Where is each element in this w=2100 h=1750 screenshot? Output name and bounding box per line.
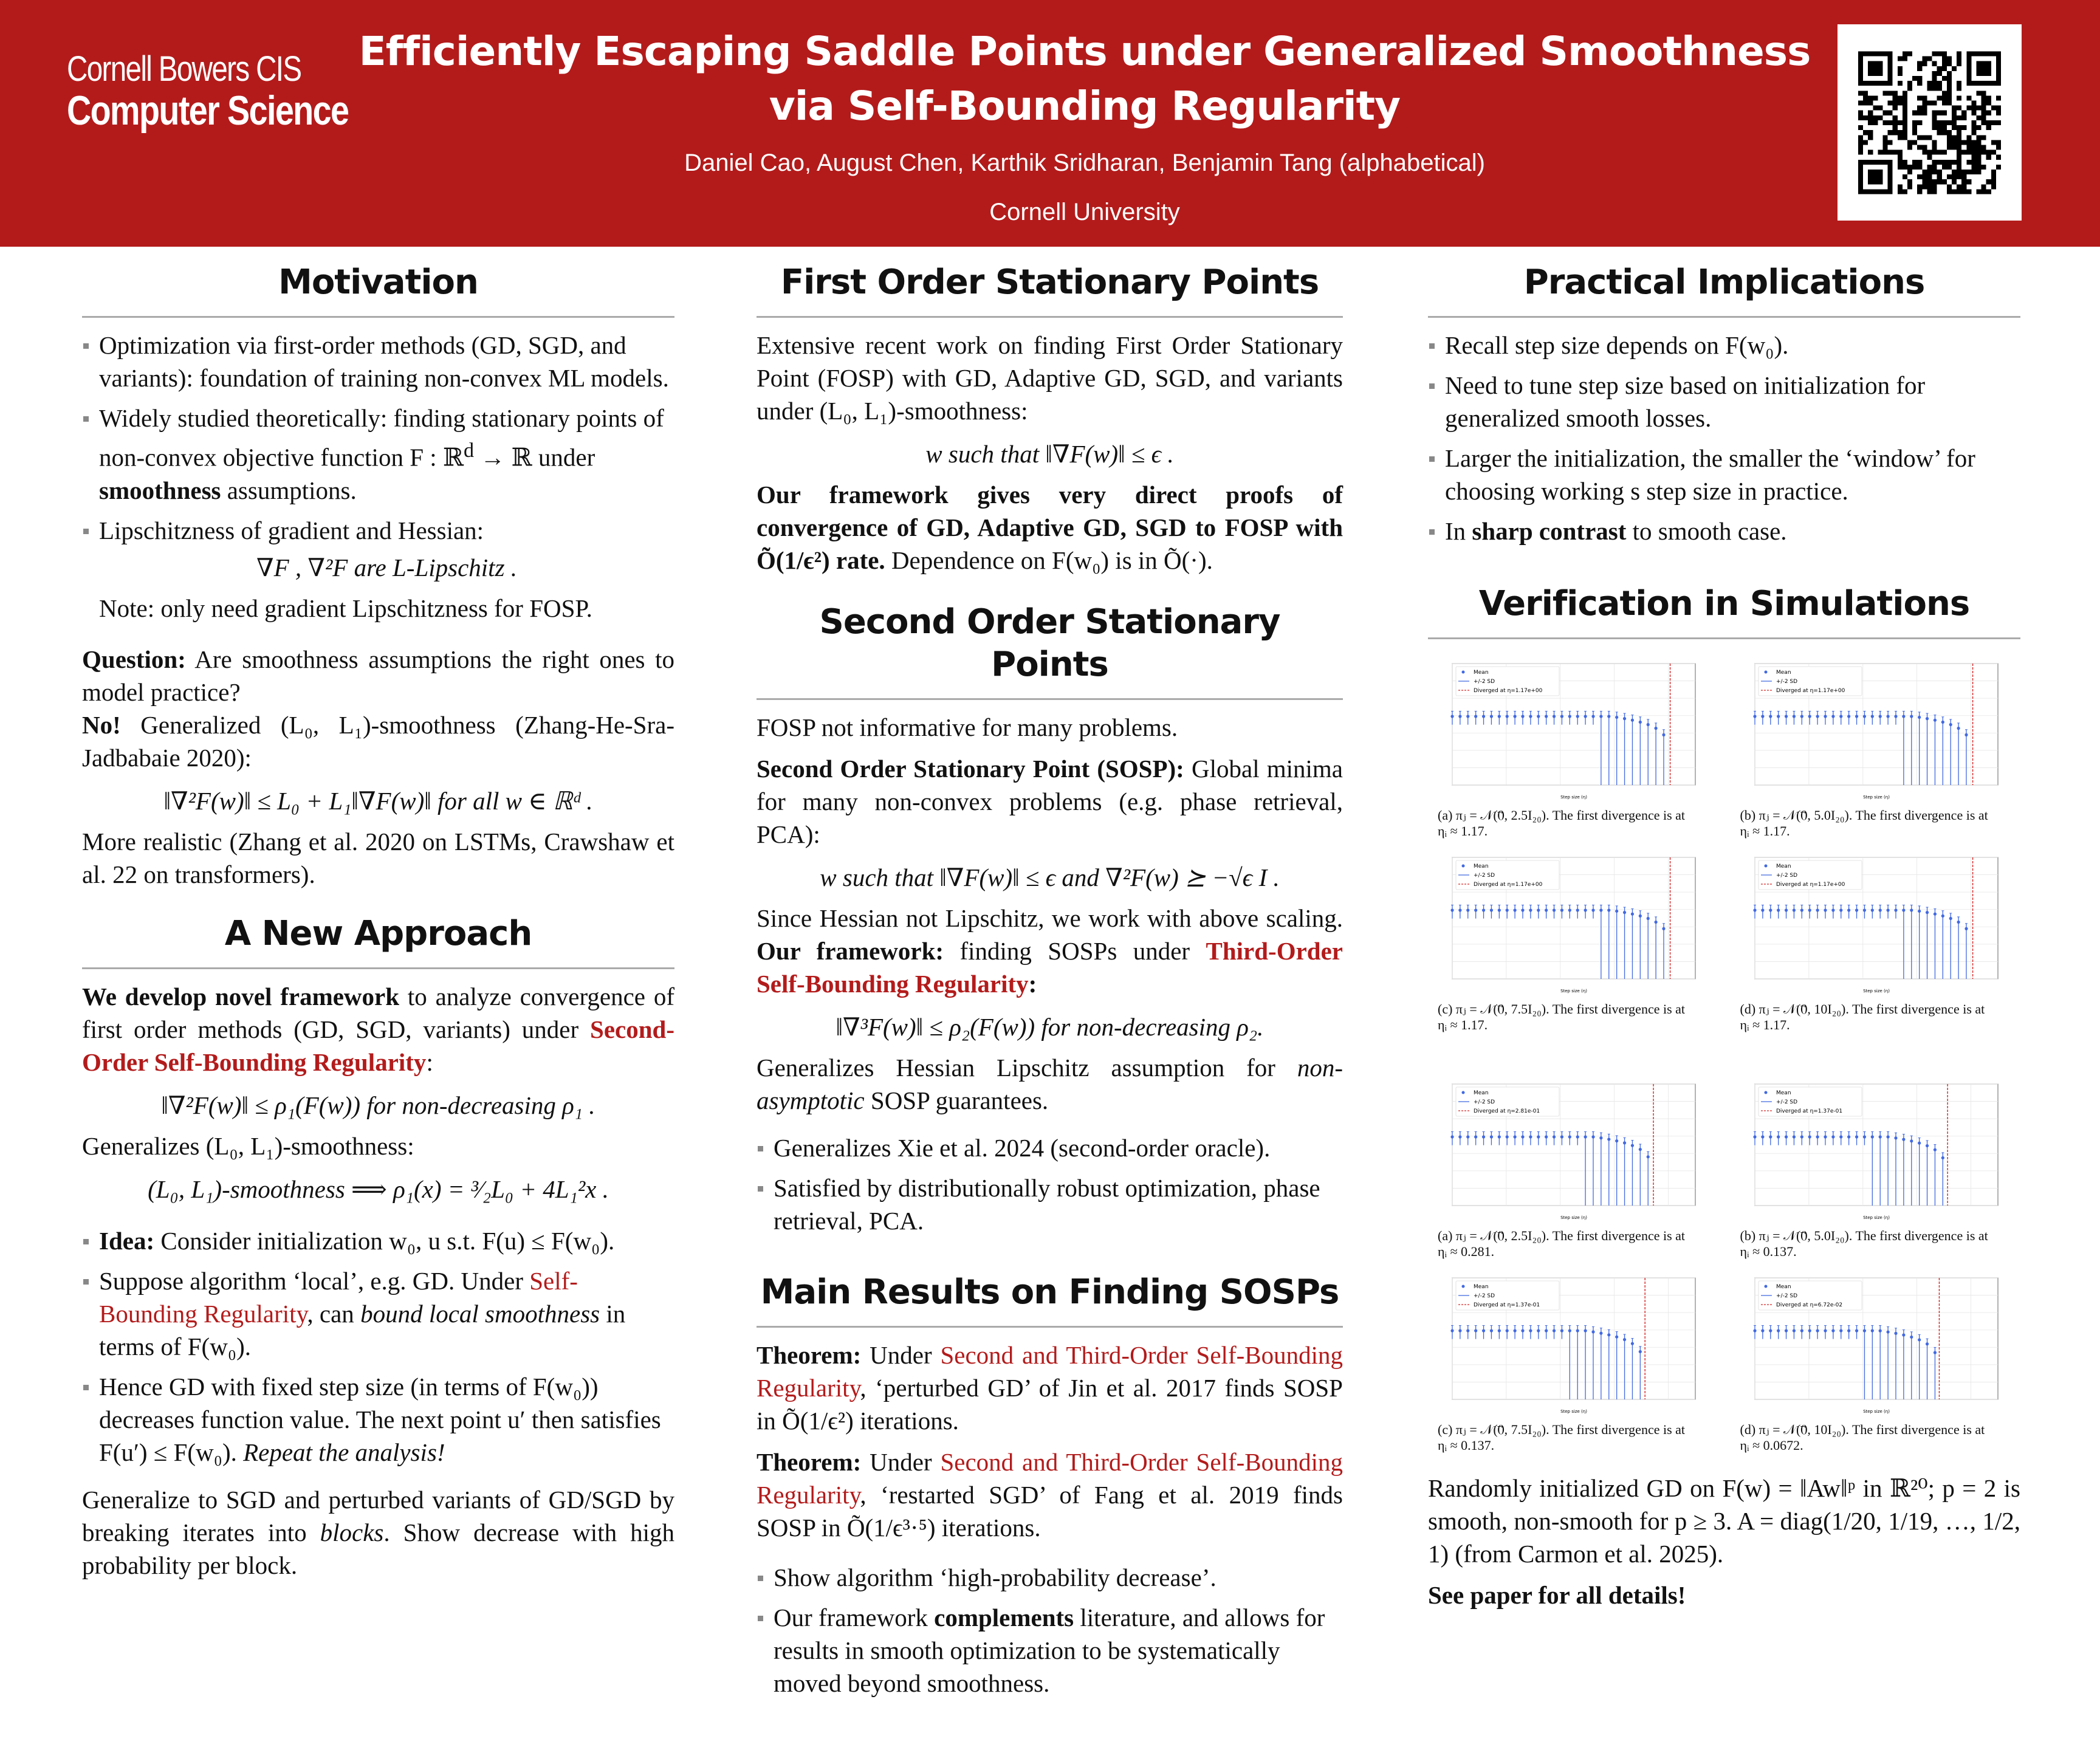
caption-line2: ηᵢ ≈ 0.137. <box>1438 1438 1495 1453</box>
final-text: Generalize to SGD and perturbed variants of GD/SGD by breaking iterates into <box>82 1485 674 1546</box>
results-bullets <box>757 1561 1343 1700</box>
results-bullet-1: Show algorithm ‘high-probability decrease’. <box>757 1561 1343 1594</box>
caption-line2: ηᵢ ≈ 1.17. <box>1438 1017 1488 1032</box>
svg-text:Step size (η): Step size (η) <box>1862 1409 1890 1414</box>
figure-caption <box>1438 808 1717 839</box>
local-text: Suppose algorithm ‘local’, e.g. GD. Under <box>99 1266 530 1295</box>
authors: Daniel Cao, August Chen, Karthik Sridharan, Benjamin Tang (alphabetical) <box>684 149 1485 176</box>
local-text-c: in terms of F(w₀). <box>99 1299 626 1361</box>
qr-code[interactable] <box>1837 24 2022 221</box>
p4-text-b: SOSP guarantees. <box>864 1086 1049 1114</box>
svg-text:Diverged at η=1.17e+00: Diverged at η=1.17e+00 <box>1474 882 1543 888</box>
section-title-approach: A New Approach <box>224 913 532 953</box>
column-middle <box>757 261 1343 1708</box>
b2-text-c: assumptions. <box>221 476 357 504</box>
rho1-equation: ‖∇²F(w)‖ ≤ ρ₁(F(w)) for non-decreasing ρ₁ . <box>161 1091 595 1119</box>
figure-caption <box>1438 1228 1717 1260</box>
pb4-text: In <box>1445 517 1472 545</box>
figure-caption <box>1740 1422 2019 1453</box>
p3-text-b: finding SOSPs under <box>944 937 1206 965</box>
simulation-plot <box>1731 651 2019 843</box>
simulation-plot <box>1428 651 1717 843</box>
motivation-bullet-3 <box>82 514 674 625</box>
practical-bullet-2: Need to tune step size based on initialization for generalized smooth losses. <box>1428 369 2020 434</box>
question-label: Question: <box>82 645 186 673</box>
svg-text:Mean: Mean <box>1474 1090 1489 1096</box>
theorem-text: Under <box>861 1341 941 1369</box>
p4-italic: non-asymptotic <box>757 1054 1343 1114</box>
caption-line2: ηᵢ ≈ 0.137. <box>1740 1244 1797 1259</box>
svg-text:+/-2 SD: +/-2 SD <box>1776 1293 1797 1299</box>
caption-line1: (a) πⱼ = 𝒩(0⃗, 2.5I₂₀). The first divergence is at <box>1438 808 1686 823</box>
affiliation: Cornell University <box>989 199 1180 225</box>
simulation-plot <box>1428 1072 1717 1263</box>
rb2-text: Our framework <box>774 1604 935 1632</box>
svg-text:Diverged at η=1.17e+00: Diverged at η=1.17e+00 <box>1776 882 1845 888</box>
theorem-2 <box>757 1446 1343 1544</box>
section-title-motivation: Motivation <box>278 262 478 302</box>
sosp-bold: Second Order Stationary Point (SOSP): <box>757 755 1184 783</box>
practical-bullet-4 <box>1428 515 2020 547</box>
theorem-1 <box>757 1339 1343 1437</box>
hence-italic: Repeat the analysis! <box>243 1438 445 1466</box>
approach-paragraph <box>82 980 674 1079</box>
simulation-plot <box>1428 1266 1717 1457</box>
section-title-sosp: Second Order Stationary Points <box>819 602 1280 684</box>
svg-text:Step size (η): Step size (η) <box>1560 1215 1587 1220</box>
fosp-bold: Our framework gives very direct proofs of convergence of GD, Adaptive GD, SGD to FOSP with Õ(1/ϵ²) rate. <box>757 481 1343 574</box>
section-divider <box>1428 316 2020 318</box>
error-bar-chart <box>1428 1072 1717 1227</box>
section-divider <box>757 316 1343 318</box>
b2-bold: smoothness <box>99 476 221 504</box>
sosp-definition <box>757 752 1343 851</box>
simulation-figures <box>1428 651 2020 1457</box>
p4-text: Generalizes Hessian Lipschitz assumption for <box>757 1054 1297 1082</box>
column-left <box>82 261 674 1590</box>
fosp-text: Dependence on F(w₀) is in Õ(·). <box>885 546 1213 574</box>
motivation-bullet-1: Optimization via first-order methods (GD, SGD, and variants): foundation of training non-convex ML models. <box>82 329 674 394</box>
error-bar-chart <box>1731 1072 2019 1227</box>
no-label: No! <box>82 710 121 739</box>
figure-caption <box>1740 808 2019 839</box>
hence-text: Hence GD with fixed step size (in terms of F(w₀)) decreases function value. The next point u′ then satisfies F(u′) ≤ F(w₀). <box>99 1372 661 1466</box>
realistic-paragraph: More realistic (Zhang et al. 2020 on LSTMs, Crawshaw et al. 22 on transformers). <box>82 827 674 888</box>
svg-text:Mean: Mean <box>1776 1090 1791 1096</box>
section-title-results: Main Results on Finding SOSPs <box>760 1272 1339 1312</box>
svg-text:Step size (η): Step size (η) <box>1560 795 1587 800</box>
question-text: Are smoothness assumptions the right ones to model practice? <box>82 645 674 706</box>
svg-text:+/-2 SD: +/-2 SD <box>1474 873 1495 879</box>
practical-bullet-1: Recall step size depends on F(w₀). <box>1428 329 2020 362</box>
section-title-fosp: First Order Stationary Points <box>780 262 1319 302</box>
section-divider <box>82 316 674 318</box>
simulation-plot <box>1731 1266 2019 1457</box>
theorem-2-text: , ‘restarted SGD’ of Fang et al. 2019 finds SOSP in Õ(1/ϵ³·⁵) iterations. <box>757 1481 1343 1542</box>
b2-text-b: → ℝ under <box>474 443 595 472</box>
sosp-generalizes <box>757 1051 1343 1117</box>
svg-text:+/-2 SD: +/-2 SD <box>1776 1099 1797 1105</box>
svg-text:Mean: Mean <box>1474 863 1489 870</box>
svg-text:+/-2 SD: +/-2 SD <box>1474 1293 1495 1299</box>
svg-text:Step size (η): Step size (η) <box>1560 989 1587 993</box>
error-bar-chart <box>1731 1266 2019 1421</box>
svg-text:+/-2 SD: +/-2 SD <box>1474 679 1495 685</box>
no-text: Generalized (L₀, L₁)-smoothness (Zhang-He-Sra-Jadbabaie 2020): <box>82 710 674 772</box>
generalize-sgd-paragraph <box>82 1483 674 1582</box>
error-bar-chart <box>1731 845 2019 1000</box>
logo-line2: Computer Science <box>67 88 349 134</box>
local-italic: bound local smoothness <box>360 1299 600 1328</box>
sosp-framework-paragraph <box>757 902 1343 1000</box>
theorem-red-term: Second and Third-Order Self-Bounding Regularity <box>757 1341 1343 1402</box>
simulation-plot <box>1731 845 2019 1037</box>
section-divider <box>1428 637 2020 639</box>
caption-line1: (d) πⱼ = 𝒩(0⃗, 10I₂₀). The first divergence is at <box>1740 1422 1985 1437</box>
caption-line1: (c) πⱼ = 𝒩(0⃗, 7.5I₂₀). The first divergence is at <box>1438 1001 1686 1017</box>
b3-text: Lipschitzness of gradient and Hessian: <box>99 516 484 544</box>
approach-end: : <box>426 1048 433 1076</box>
lipschitz-equation: ∇F , ∇²F are L-Lipschitz . <box>256 553 518 582</box>
sosp-equation: w such that ‖∇F(w)‖ ≤ ϵ and ∇²F(w) ⪰ −√ϵ I . <box>820 863 1280 891</box>
title-block <box>340 24 1829 226</box>
svg-text:Diverged at η=1.17e+00: Diverged at η=1.17e+00 <box>1776 688 1845 694</box>
approach-text: to analyze convergence of first order methods (GD, SGD, variants) under <box>82 982 674 1043</box>
motivation-bullet-2 <box>82 402 674 507</box>
fosp-paragraph: Extensive recent work on finding First Order Stationary Point (FOSP) with GD, Adaptive GD, SGD, and variants under (L₀, L₁)-smoothness: <box>757 331 1343 425</box>
svg-text:Diverged at η=2.81e-01: Diverged at η=2.81e-01 <box>1474 1108 1540 1114</box>
error-bar-chart <box>1731 651 2019 806</box>
p3-end: : <box>1028 970 1037 998</box>
idea-label: Idea: <box>99 1226 155 1255</box>
sosp-bullets <box>757 1131 1343 1237</box>
final-text-b: . Show decrease with high probability per block. <box>82 1518 674 1579</box>
figure-caption <box>1740 1228 2019 1260</box>
column-right <box>1428 261 2020 1620</box>
svg-text:Mean: Mean <box>1776 863 1791 870</box>
caption-line2: ηᵢ ≈ 0.281. <box>1438 1244 1495 1259</box>
sosp-text: Global minima for many non-convex problems (e.g. phase retrieval, PCA): <box>757 755 1343 848</box>
approach-red-term: Second-Order Self-Bounding Regularity <box>82 1015 674 1076</box>
header-banner <box>0 0 2100 247</box>
svg-text:Step size (η): Step size (η) <box>1862 989 1890 993</box>
simulation-description: Randomly initialized GD on F(w) = ‖Aw‖ᵖ in ℝ²⁰; p = 2 is smooth, non-smooth for p ≥ 3. A = diag(1/20, 1/19, …, 1/2, 1) (from Carmon et al. 2025). <box>1428 1474 2020 1568</box>
figure-caption <box>1438 1422 1717 1453</box>
theorem-label: Theorem: <box>757 1448 862 1476</box>
sosp-bullet-1: Generalizes Xie et al. 2024 (second-order oracle). <box>757 1131 1343 1164</box>
b2-text: Widely studied theoretically: finding stationary points of non-convex objective function F : ℝ <box>99 404 664 472</box>
approach-bullet-idea <box>82 1224 674 1257</box>
poster-title-line2: via Self-Bounding Regularity <box>769 83 1401 129</box>
theorem-1-text: , ‘perturbed GD’ of Jin et al. 2017 finds SOSP in Õ(1/ϵ²) iterations. <box>757 1374 1343 1435</box>
svg-text:Mean: Mean <box>1776 670 1791 676</box>
qr-code-icon <box>1858 47 2001 199</box>
svg-text:Mean: Mean <box>1474 1284 1489 1290</box>
see-paper <box>1428 1579 2020 1611</box>
practical-bullets <box>1428 329 2020 547</box>
simulation-plot <box>1428 845 1717 1037</box>
approach-bullet-hence <box>82 1370 674 1469</box>
results-bullet-2 <box>757 1601 1343 1700</box>
section-divider <box>757 1326 1343 1328</box>
practical-bullet-3: Larger the initialization, the smaller the ‘window’ for choosing working s step size in practice. <box>1428 442 2020 507</box>
smoothness-implication-equation: (L₀, L₁)-smoothness ⟹ ρ₁(x) = ³⁄₂L₀ + 4L₁²x . <box>148 1175 609 1203</box>
caption-line1: (b) πⱼ = 𝒩(0⃗, 5.0I₂₀). The first divergence is at <box>1740 808 1988 823</box>
local-text-b: , can <box>307 1299 361 1328</box>
fosp-equation: w such that ‖∇F(w)‖ ≤ ϵ . <box>925 440 1174 468</box>
motivation-bullets <box>82 329 674 625</box>
local-red-term: Self-Bounding Regularity <box>99 1266 578 1328</box>
pb4-text-b: to smooth case. <box>1626 517 1787 545</box>
section-divider <box>82 967 674 969</box>
caption-line2: ηᵢ ≈ 1.17. <box>1740 1017 1790 1032</box>
caption-line1: (b) πⱼ = 𝒩(0⃗, 5.0I₂₀). The first divergence is at <box>1740 1228 1988 1243</box>
question-paragraph <box>82 643 674 774</box>
p3-text: Since Hessian not Lipschitz, we work with above scaling. <box>757 904 1343 932</box>
svg-text:Diverged at η=1.37e-01: Diverged at η=1.37e-01 <box>1474 1302 1540 1308</box>
theorem-red-term: Second and Third-Order Self-Bounding Regularity <box>757 1448 1343 1509</box>
svg-text:+/-2 SD: +/-2 SD <box>1776 679 1797 685</box>
rb2-bold: complements <box>934 1604 1074 1632</box>
figure-caption <box>1740 1001 2019 1033</box>
p3-bold: Our framework: <box>757 937 944 965</box>
pb4-bold: sharp contrast <box>1472 517 1627 545</box>
fosp-framework-paragraph <box>757 478 1343 577</box>
caption-line1: (a) πⱼ = 𝒩(0⃗, 2.5I₂₀). The first divergence is at <box>1438 1228 1686 1243</box>
caption-line1: (c) πⱼ = 𝒩(0⃗, 7.5I₂₀). The first divergence is at <box>1438 1422 1686 1437</box>
error-bar-chart <box>1428 845 1717 1000</box>
svg-text:Step size (η): Step size (η) <box>1862 1215 1890 1220</box>
svg-text:+/-2 SD: +/-2 SD <box>1474 1099 1495 1105</box>
logo-line1: Cornell Bowers CIS <box>67 49 301 89</box>
sosp-intro: FOSP not informative for many problems. <box>757 713 1178 741</box>
fosp-note: Note: only need gradient Lipschitzness for FOSP. <box>99 594 592 622</box>
approach-bold: We develop novel framework <box>82 982 400 1011</box>
third-order-red-term: Third-Order Self-Bounding Regularity <box>757 937 1343 998</box>
rb2-text-b: literature, and allows for results in smooth optimization to be systematically moved beyond smoothness. <box>774 1604 1325 1697</box>
caption-line2: ηᵢ ≈ 1.17. <box>1740 823 1790 839</box>
rho2-equation: ‖∇³F(w)‖ ≤ ρ₂(F(w)) for non-decreasing ρ₂. <box>836 1013 1264 1041</box>
sosp-bullet-2: Satisfied by distributionally robust optimization, phase retrieval, PCA. <box>757 1172 1343 1237</box>
svg-text:Step size (η): Step size (η) <box>1862 795 1890 800</box>
svg-text:Mean: Mean <box>1474 670 1489 676</box>
error-bar-chart <box>1428 651 1717 806</box>
approach-bullet-local <box>82 1264 674 1363</box>
see-paper-text: See paper for all details! <box>1428 1581 1686 1609</box>
svg-text:Diverged at η=6.72e-02: Diverged at η=6.72e-02 <box>1776 1302 1842 1308</box>
caption-line1: (d) πⱼ = 𝒩(0⃗, 10I₂₀). The first divergence is at <box>1740 1001 1985 1017</box>
theorem-text: Under <box>861 1448 941 1476</box>
section-title-practical: Practical Implications <box>1523 262 1925 302</box>
poster-title-line1: Efficiently Escaping Saddle Points under Generalized Smoothness <box>359 28 1811 75</box>
caption-line2: ηᵢ ≈ 0.0672. <box>1740 1438 1803 1453</box>
l0l1-equation: ‖∇²F(w)‖ ≤ L₀ + L₁‖∇F(w)‖ for all w ∈ ℝᵈ . <box>163 786 593 815</box>
section-title-simulations: Verification in Simulations <box>1478 584 1970 623</box>
section-divider <box>757 698 1343 700</box>
svg-text:Step size (η): Step size (η) <box>1560 1409 1587 1414</box>
error-bar-chart <box>1428 1266 1717 1421</box>
simulation-plot <box>1731 1072 2019 1263</box>
caption-line2: ηᵢ ≈ 1.17. <box>1438 823 1488 839</box>
generalizes-text: Generalizes (L₀, L₁)-smoothness: <box>82 1131 414 1160</box>
svg-text:Diverged at η=1.37e-01: Diverged at η=1.37e-01 <box>1776 1108 1842 1114</box>
idea-text: Consider initialization w₀, u s.t. F(u) ≤ F(w₀). <box>154 1226 615 1255</box>
approach-bullets <box>82 1224 674 1469</box>
svg-text:Diverged at η=1.17e+00: Diverged at η=1.17e+00 <box>1474 688 1543 694</box>
theorem-label: Theorem: <box>757 1341 862 1369</box>
b2-sup: d <box>463 439 475 462</box>
svg-text:Mean: Mean <box>1776 1284 1791 1290</box>
svg-text:+/-2 SD: +/-2 SD <box>1776 873 1797 879</box>
figure-caption <box>1438 1001 1717 1033</box>
final-italic: blocks <box>320 1518 384 1546</box>
